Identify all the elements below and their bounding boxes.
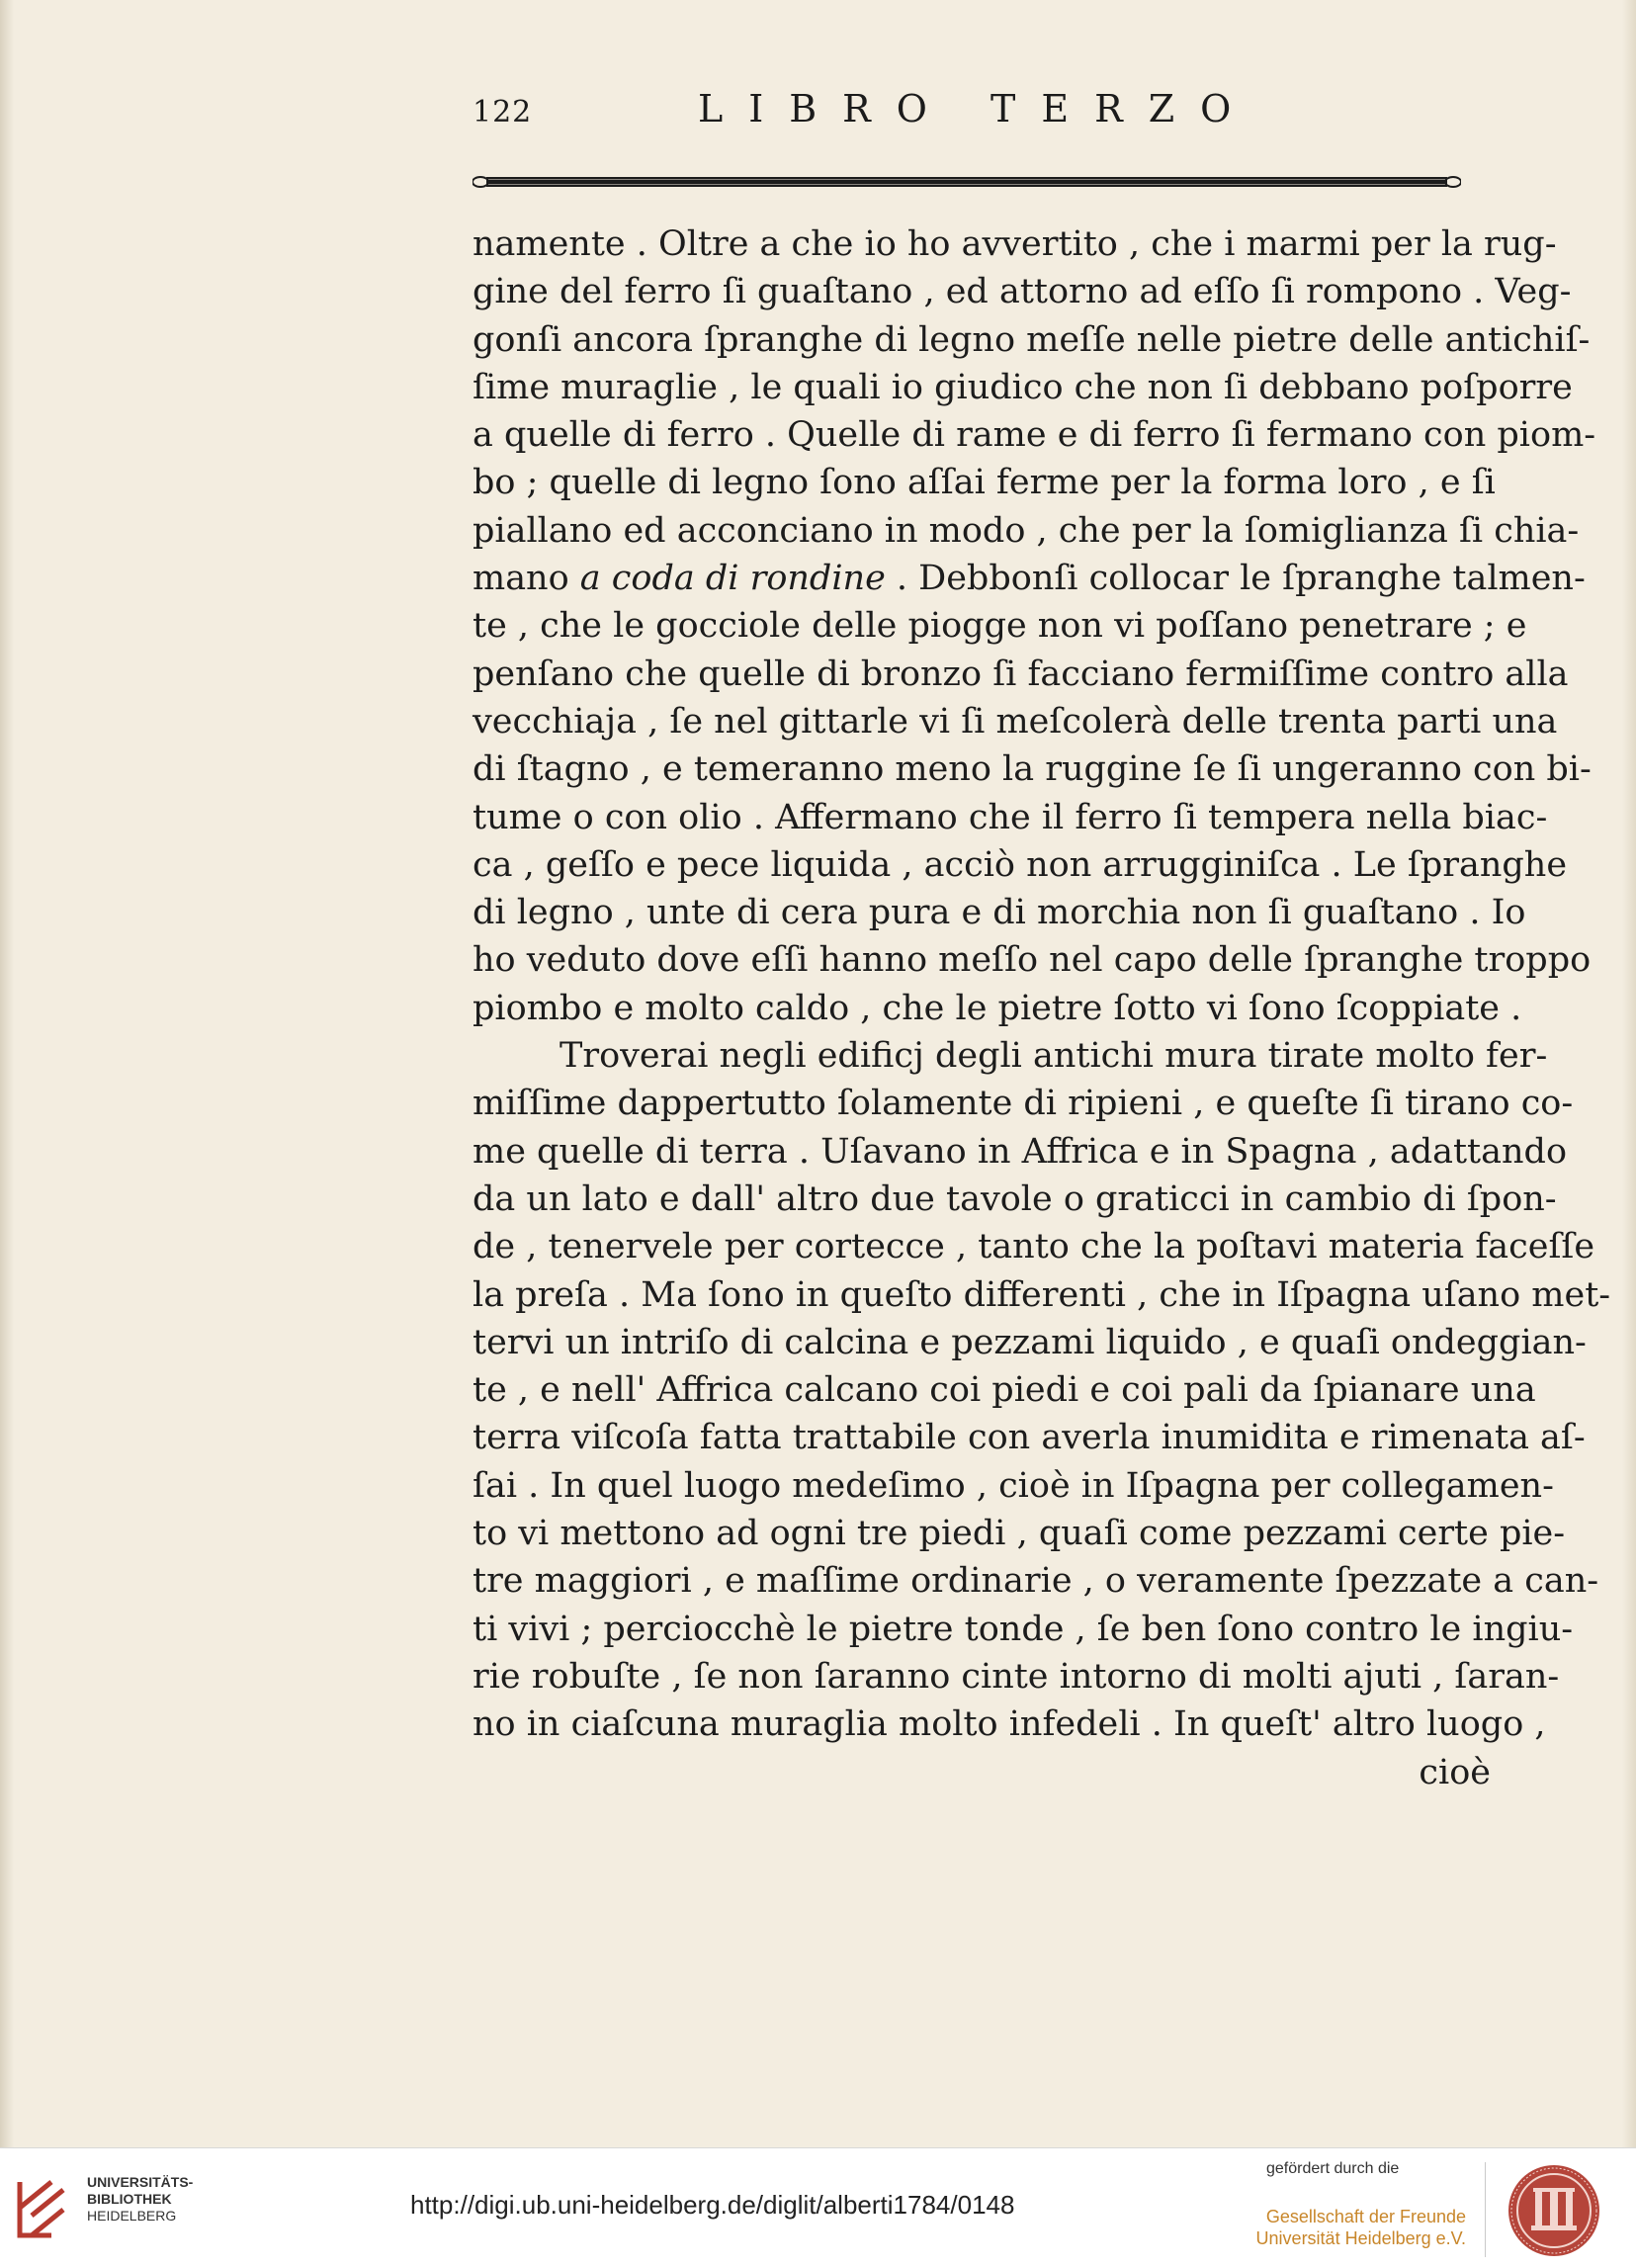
library-logo-icon <box>12 2172 73 2243</box>
ornamental-rule <box>473 172 1461 192</box>
page-edge-shadow <box>1622 0 1636 2147</box>
text-segment: mano <box>473 559 580 599</box>
sponsor-name-line: Gesellschaft der Freunde <box>1265 2207 1466 2226</box>
paragraph-end-line: piombo e molto caldo , che le pietre ſotto vi ſono ſcoppiate . <box>473 988 1522 1028</box>
permalink[interactable]: http://digi.ub.uni-heidelberg.de/diglit/alberti1784/0148 <box>410 2190 1015 2220</box>
italic-term: a coda di rondine <box>579 559 886 599</box>
footer-divider <box>1485 2162 1486 2257</box>
text-line: miſſime dappertutto ſolamente di ripieni , e queſte ſi tirano co- <box>473 1084 1574 1124</box>
text-line: terra viſcoſa fatta trattabile con averla inumidita e rimenata aſ- <box>473 1418 1586 1458</box>
text-line: penſano che quelle di bronzo ſi facciano fermiſſime contro alla <box>473 654 1569 694</box>
text-line: a quelle di ferro . Quelle di rame e di ferro ſi fermano con piom- <box>473 415 1596 456</box>
university-seal-icon <box>1506 2162 1602 2259</box>
text-line: vecchiaja , ſe nel gittarle vi ſi meſcolerà delle trenta parti una <box>473 701 1558 741</box>
text-line: namente . Oltre a che io ho avvertito , che i marmi per la rug- <box>473 224 1557 264</box>
library-name <box>87 2174 193 2224</box>
text-line: di ſtagno , e temeranno meno la ruggine ſe ſi ungeranno con bi- <box>473 749 1592 790</box>
library-city: HEIDELBERG <box>87 2208 177 2224</box>
text-line: de , tenervele per cortecce , tanto che la poſtavi materia faceſſe <box>473 1227 1595 1267</box>
text-segment: . Debbonſi collocar le ſpranghe talmen- <box>885 559 1586 599</box>
text-line <box>473 555 1586 602</box>
running-title: LIBRO TERZO <box>698 87 1257 131</box>
text-line: te , che le gocciole delle piogge non vi poſſano penetrare ; e <box>473 606 1527 647</box>
page-gutter-shadow <box>0 0 14 2147</box>
text-line: da un lato e dall' altro due tavole o graticci in cambio di ſpon- <box>473 1178 1557 1219</box>
page-number: 122 <box>473 95 533 130</box>
text-line: di legno , unte di cera pura e di morchia non ſi guaſtano . Io <box>473 893 1526 933</box>
text-line: ſai . In quel luogo medeſimo , cioè in Iſpagna per collegamen- <box>473 1465 1554 1506</box>
text-line: ſime muraglie , le quali io giudico che non ſi debbano poſporre <box>473 367 1573 407</box>
text-line: ti vivi ; perciocchè le pietre tonde , ſe ben ſono contro le ingiu- <box>473 1609 1574 1649</box>
text-line: tume o con olio . Affermano che il ferro ſi tempera nella biac- <box>473 797 1548 837</box>
sponsor-name <box>1256 2206 1466 2249</box>
library-name-line: UNIVERSITÄTS- <box>87 2174 194 2190</box>
text-line: gonſi ancora ſpranghe di legno meſſe nelle pietre delle antichiſ- <box>473 319 1591 360</box>
text-line: gine del ferro ſi guaſtano , ed attorno ad eſſo ſi rompono . Veg- <box>473 272 1572 312</box>
text-line: ho veduto dove eſſi hanno meſſo nel capo delle ſpranghe troppo <box>473 940 1592 981</box>
text-line: tervi un intriſo di calcina e pezzami liquido , e quaſi ondeggian- <box>473 1322 1587 1362</box>
text-line: bo ; quelle di legno ſono aſſai ferme per la forma loro , e ſi <box>473 463 1496 503</box>
text-line: no in ciaſcuna muraglia molto infedeli . In queſt' altro luogo , <box>473 1704 1546 1745</box>
text-line: piallano ed acconciano in modo , che per la ſomiglianza ſi chia- <box>473 510 1580 551</box>
text-line: rie robuſte , ſe non ſaranno cinte intorno di molti ajuti , ſaran- <box>473 1656 1560 1697</box>
digitization-footer <box>0 2147 1636 2268</box>
text-line: ca , geſſo e pece liquida , acciò non arrugginiſca . Le ſpranghe <box>473 844 1568 885</box>
text-line: tre maggiori , e maſſime ordinarie , o veramente ſpezzate a can- <box>473 1561 1599 1602</box>
paragraph-start-line: Troverai negli edificj degli antichi mura tirate molto fer- <box>560 1036 1548 1077</box>
catchword: cioè <box>1419 1752 1491 1792</box>
body-text <box>473 220 1611 1796</box>
text-line: me quelle di terra . Uſavano in Affrica e in Spagna , adattando <box>473 1131 1568 1172</box>
library-name-line: BIBLIOTHEK <box>87 2191 172 2207</box>
sponsor-name-line: Universität Heidelberg e.V. <box>1255 2228 1466 2248</box>
text-line: te , e nell' Affrica calcano coi piedi e coi pali da ſpianare una <box>473 1370 1536 1411</box>
text-line: la preſa . Ma ſono in queſto differenti , che in Iſpagna uſano met- <box>473 1274 1611 1315</box>
sponsor-note: gefördert durch die <box>1266 2160 1400 2177</box>
text-line: to vi mettono ad ogni tre piedi , quaſi come pezzami certe pie- <box>473 1514 1566 1554</box>
running-head <box>473 87 1461 136</box>
